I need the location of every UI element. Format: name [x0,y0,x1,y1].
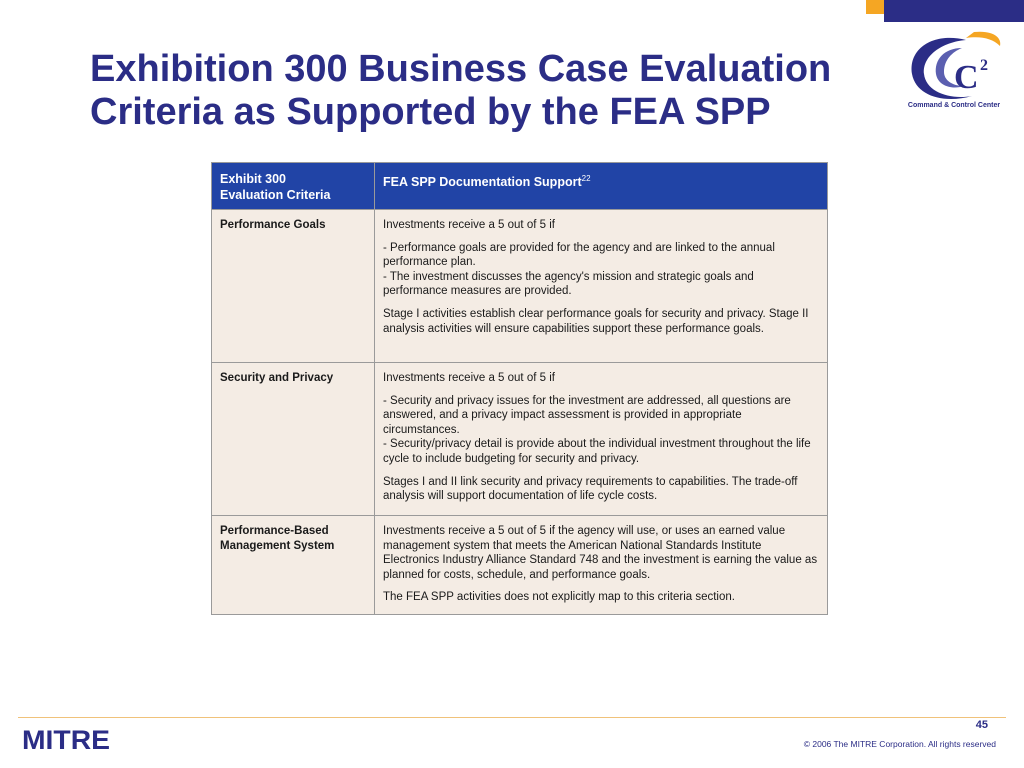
slide-title-line2: Criteria as Supported by the FEA SPP [90,91,771,133]
criteria-table [211,162,828,615]
criterion-cell: Security and Privacy [212,363,375,516]
table-row [212,516,828,615]
support-intro: Investments receive a 5 out of 5 if [383,372,555,384]
support-stage-note: Stage I activities establish clear performance goals for security and privacy. Stage II analysis activities will ensure capabilities support these performance goals. [383,307,809,335]
support-intro: Investments receive a 5 out of 5 if [383,219,555,231]
support-cell [375,210,828,363]
logo-caption: Command & Control Center [907,102,1001,109]
mitre-logo-text: MITRE [22,725,111,755]
support-conditions [383,394,819,467]
criterion-cell: Performance Goals [212,210,375,363]
support-stage-note: The FEA SPP activities does not explicitly map to this criteria section. [383,591,735,604]
copyright-notice: © 2006 The MITRE Corporation. All rights reserved [803,739,996,749]
header-criteria-line1: Exhibit 300 [220,172,286,186]
table-row [212,363,828,516]
header-criteria [212,163,375,210]
header-criteria-line2: Evaluation Criteria [220,188,331,202]
mitre-logo-icon [22,725,112,755]
support-intro: Investments receive a 5 out of 5 if the agency will use, or uses an earned value management system that meets the American National Standards Institute Electronics Industry Alliance Standard 748 and the investment is earning the value as planned for costs, schedule, and performance goals. [383,525,818,581]
support-condition-1: - Security and privacy issues for the investment are addressed, all questions are answered, and a privacy impact assessment is provided in appropriate circumstances. [383,394,791,436]
support-cell [375,516,828,615]
svg-text:2: 2 [980,57,988,74]
header-support [375,163,828,210]
table-row [212,210,828,363]
criterion-cell: Performance-Based Management System [212,516,375,615]
corner-accent-orange [866,0,884,14]
support-condition-2: - The investment discusses the agency's mission and strategic goals and performance measures are provided. [383,270,754,298]
slide-title-line1: Exhibition 300 Business Case Evaluation [90,48,832,90]
slide-title [90,48,890,134]
page-number: 45 [975,719,988,731]
corner-accent-navy [884,0,1024,22]
support-condition-2: - Security/privacy detail is provide about the individual investment throughout the life cycle to include budgeting for security and privacy. [383,438,811,465]
support-stage-note: Stages I and II link security and privacy requirements to capabilities. The trade-off analysis will support documentation of life cycle costs. [383,475,798,503]
support-condition-1: - Performance goals are provided for the agency and are linked to the annual performance plan. [383,241,775,269]
table-header-row [212,163,828,210]
header-support-text: FEA SPP Documentation Support [383,175,582,190]
footnote-ref: 22 [581,174,591,183]
support-conditions [383,241,819,299]
svg-text:C: C [954,59,979,96]
footer-divider [18,717,1006,718]
support-cell [375,363,828,516]
